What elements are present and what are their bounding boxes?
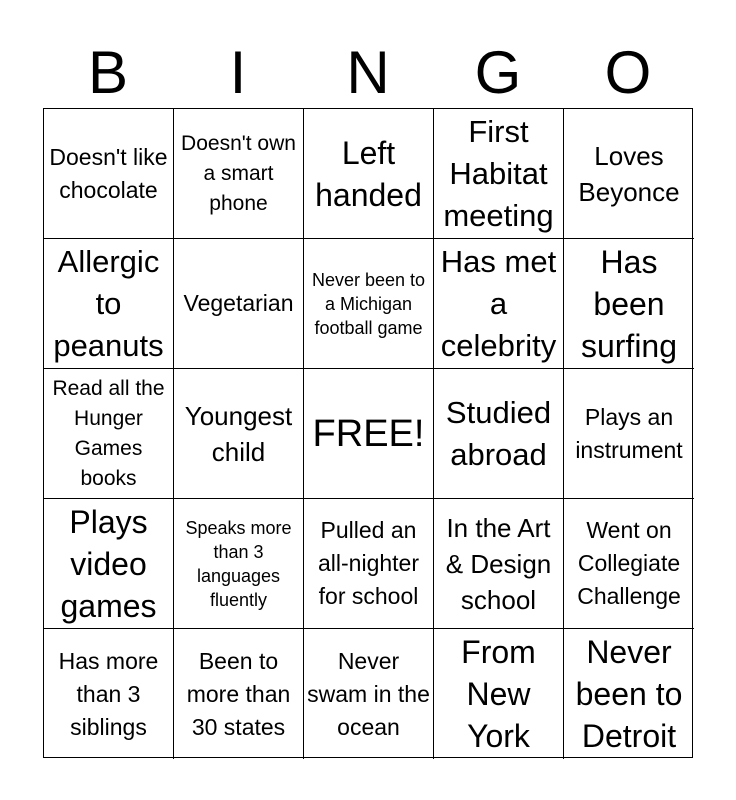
bingo-cell[interactable]: [44, 369, 174, 499]
cell-text: Doesn't like chocolate: [49, 143, 168, 203]
bingo-cell[interactable]: [434, 629, 564, 759]
cell-text: Has been surfing: [580, 243, 678, 364]
cell-text: Pulled an all-nighter for school: [318, 517, 419, 609]
cell-text: Plays video games: [60, 503, 157, 624]
bingo-cell[interactable]: [304, 239, 434, 369]
header-letter-b: B: [87, 39, 129, 106]
header-letter-g: G: [474, 39, 522, 106]
cell-text: Youngest child: [184, 400, 293, 467]
bingo-cell[interactable]: [174, 109, 304, 239]
cell-text: Speaks more than 3 languages fluently: [185, 517, 292, 610]
cell-text: Never been to Detroit: [575, 634, 683, 754]
bingo-cell[interactable]: [434, 109, 564, 239]
bingo-cell[interactable]: [564, 629, 694, 759]
cell-text: Allergic to peanuts: [53, 243, 164, 363]
cell-text: Never swam in the ocean: [307, 647, 430, 740]
bingo-header: [43, 38, 693, 108]
cell-text: Has more than 3 siblings: [58, 647, 159, 740]
cell-text: From New York: [461, 634, 536, 754]
bingo-cell[interactable]: [304, 109, 434, 239]
cell-text: In the Art & Design school: [445, 512, 552, 615]
cell-text: Read all the Hunger Games books: [52, 376, 165, 490]
header-letter-i: I: [229, 39, 247, 106]
cell-text: Loves Beyonce: [578, 140, 680, 207]
bingo-cell[interactable]: [304, 629, 434, 759]
cell-text: Doesn't own a smart phone: [181, 131, 296, 215]
bingo-cell[interactable]: [44, 109, 174, 239]
cell-text: Vegetarian: [183, 290, 294, 316]
cell-text: First Habitat meeting: [443, 113, 554, 233]
bingo-cell[interactable]: [564, 499, 694, 629]
bingo-cell[interactable]: [564, 109, 694, 239]
cell-text: Has met a celebrity: [440, 243, 557, 363]
bingo-cell[interactable]: [564, 239, 694, 369]
cell-text: Studied abroad: [445, 394, 552, 472]
bingo-cell[interactable]: [44, 629, 174, 759]
free-space-cell[interactable]: [304, 369, 434, 499]
bingo-cell[interactable]: [44, 239, 174, 369]
bingo-cell[interactable]: [564, 369, 694, 499]
bingo-grid: [43, 108, 693, 758]
bingo-cell[interactable]: [174, 369, 304, 499]
bingo-cell[interactable]: [434, 239, 564, 369]
bingo-cell[interactable]: [434, 369, 564, 499]
cell-text: Left handed: [315, 134, 422, 213]
header-letter-o: O: [604, 39, 652, 106]
header-letter-n: N: [346, 39, 390, 106]
bingo-cell[interactable]: [174, 629, 304, 759]
bingo-cell[interactable]: [44, 499, 174, 629]
bingo-cell[interactable]: [304, 499, 434, 629]
cell-text: Plays an instrument: [575, 403, 683, 463]
cell-text: Been to more than 30 states: [186, 647, 291, 740]
free-space-text: FREE!: [312, 412, 425, 455]
cell-text: Never been to a Michigan football game: [311, 269, 426, 338]
cell-text: Went on Collegiate Challenge: [577, 517, 681, 609]
bingo-cell[interactable]: [174, 239, 304, 369]
bingo-cell[interactable]: [174, 499, 304, 629]
bingo-cell[interactable]: [434, 499, 564, 629]
